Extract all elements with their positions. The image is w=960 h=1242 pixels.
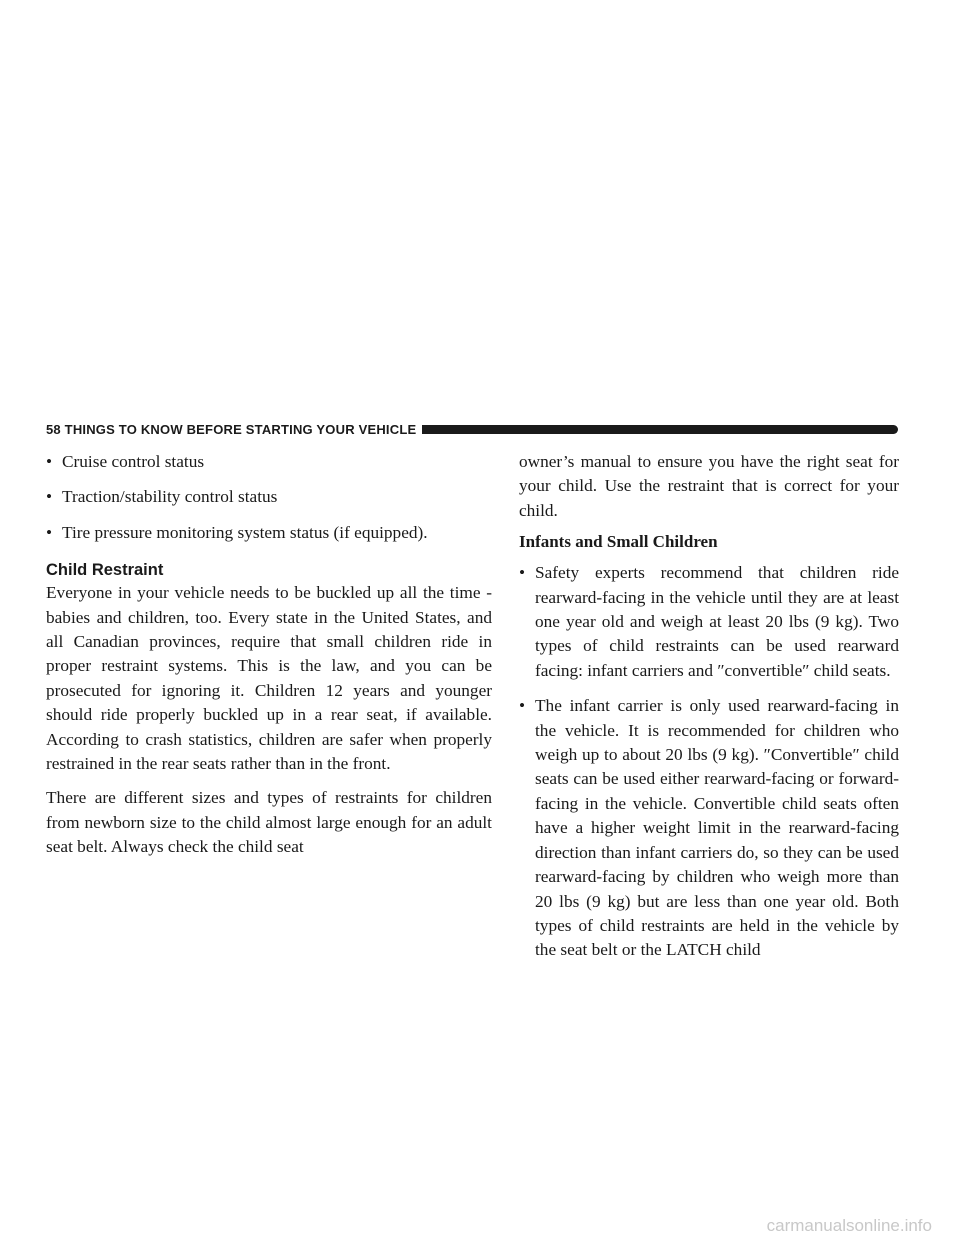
right-column bbox=[519, 450, 899, 974]
bullet-icon: • bbox=[46, 452, 53, 471]
bullet-item: • Cruise control status bbox=[46, 450, 492, 474]
subheading-infants: Infants and Small Children bbox=[519, 532, 718, 552]
left-column bbox=[46, 450, 492, 860]
bullet-item: • Tire pressure monitoring system status (if equipped). bbox=[46, 521, 492, 545]
continuation-paragraph: owner’s manual to ensure you have the right seat for your child. Use the restraint that is correct for your child. bbox=[519, 452, 899, 520]
bullet-icon: • bbox=[519, 563, 526, 583]
bullet-item: • Traction/stability control status bbox=[46, 485, 492, 509]
watermark-text: carmanualsonline.info bbox=[766, 1216, 932, 1235]
body-paragraph: There are different sizes and types of restraints for children from newborn size to the child almost large enough for an adult seat belt. Always check the child seat bbox=[46, 788, 492, 857]
page-header bbox=[46, 420, 898, 438]
bullet-item: • Safety experts recommend that children ride rearward-facing in the vehicle until they are at least one year old and weigh at least 20 lbs (9 kg). Two types of child restraints can be used rearward facing: infant carriers and ″convertible″ child seats. bbox=[519, 563, 899, 680]
bullet-icon: • bbox=[519, 696, 526, 716]
header-rule bbox=[422, 425, 898, 434]
bullet-icon: • bbox=[46, 522, 53, 542]
body-paragraph: Everyone in your vehicle needs to be buckled up all the time - babies and children, too. Every state in the United States, and all Canadian provinces, require that small children ride in proper restraint systems. This is the law, and you can be prosecuted for ignoring it. Children 12 years and younger should ride properly buckled up in a rear seat, if available. According to crash statistics, children are safer when properly restrained in the rear seats rather than in the front. bbox=[46, 583, 492, 774]
bullet-icon: • bbox=[46, 487, 53, 507]
bullet-item: • The infant carrier is only used rearward-facing in the vehicle. It is recommended for children who weigh up to about 20 lbs (9 kg). ″Convertible″ child seats can be used either rearward-facing or forward-facing in the vehicle. Convertible child seats often have a higher weight limit in the rearward-facing direction than infant carriers do, so they can be used rearward-facing by children who weigh more than 20 lbs (9 kg) but are less than one year old. Both types of child restraints are held in the vehicle by the seat belt or the LATCH child bbox=[519, 696, 899, 960]
page-number-and-section-title: 58 THINGS TO KNOW BEFORE STARTING YOUR VEHICLE bbox=[46, 421, 417, 437]
section-heading-child-restraint: Child Restraint bbox=[46, 561, 164, 580]
